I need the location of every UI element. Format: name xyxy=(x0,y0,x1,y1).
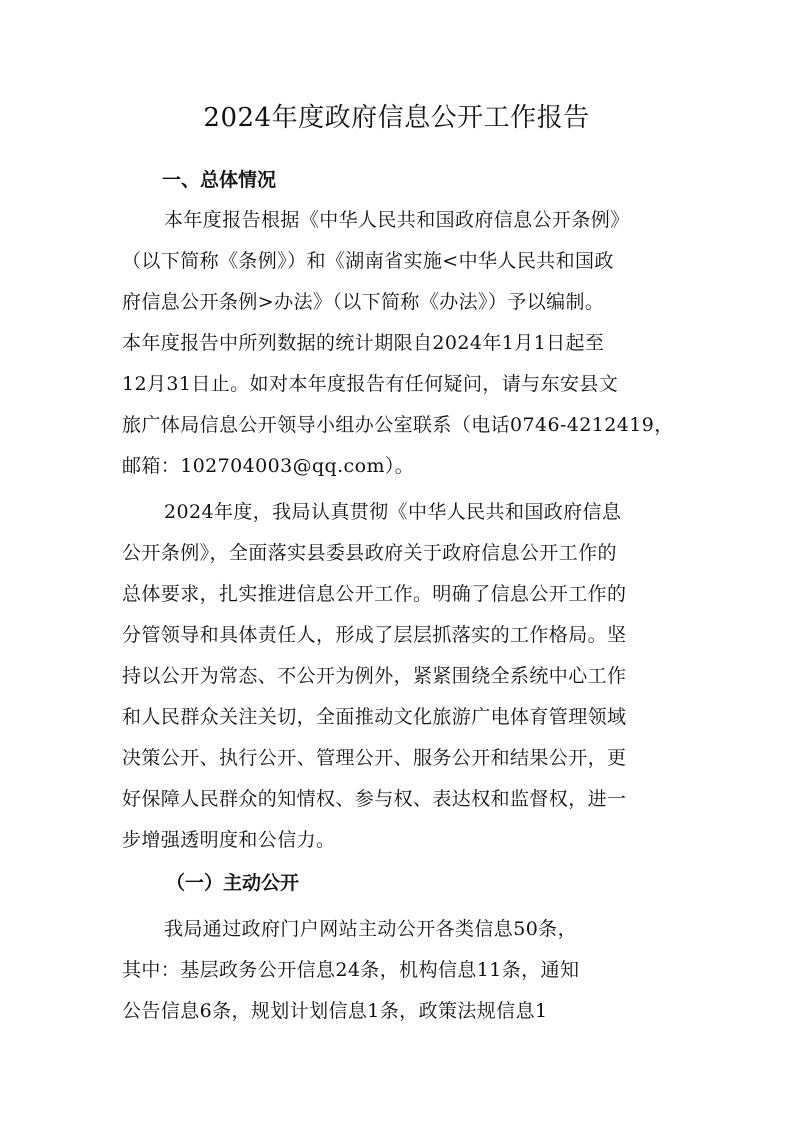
paragraph-line: 邮箱：102704003@qq.com）。 xyxy=(122,455,415,477)
section-heading-overview: 一、总体情况 xyxy=(162,169,277,191)
paragraph-proactive-disclosure xyxy=(122,909,682,1032)
paragraph-line: 2024年度，我局认真贯彻《中华人民共和国政府信息 xyxy=(164,501,622,523)
subsection-heading-proactive-disclosure: （一）主动公开 xyxy=(166,872,300,894)
paragraph-line: 和人民群众关注关切，全面推动文化旅游广电体育管理领域 xyxy=(122,706,627,728)
paragraph-line: （以下简称《条例》）和《湖南省实施<中华人民共和国政 xyxy=(122,250,614,272)
paragraph-line: 本年度报告中所列数据的统计期限自2024年1月1日起至 xyxy=(122,332,605,354)
paragraph-line: 决策公开、执行公开、管理公开、服务公开和结果公开，更 xyxy=(122,747,627,769)
paragraph-line: 府信息公开条例>办法》（以下简称《办法》）予以编制。 xyxy=(122,291,605,313)
paragraph-line: 公开条例》，全面落实县委县政府关于政府信息公开工作的 xyxy=(122,542,617,564)
paragraph-line: 公告信息6条，规划计划信息1条，政策法规信息1 xyxy=(122,1000,548,1022)
paragraph-line: 其中：基层政务公开信息24条，机构信息11条，通知 xyxy=(122,959,580,981)
paragraph-line: 好保障人民群众的知情权、参与权、表达权和监督权，进一 xyxy=(122,788,627,810)
paragraph-report-basis xyxy=(122,200,682,487)
paragraph-line: 总体要求，扎实推进信息公开工作。明确了信息公开工作的 xyxy=(122,583,627,605)
paragraph-line: 本年度报告根据《中华人民共和国政府信息公开条例》 xyxy=(164,209,630,231)
paragraph-line: 旅广体局信息公开领导小组办公室联系（电话0746-4212419， xyxy=(122,414,674,436)
paragraph-line: 12月31日止。如对本年度报告有任何疑问，请与东安县文 xyxy=(122,373,619,395)
paragraph-line: 我局通过政府门户网站主动公开各类信息50条， xyxy=(164,918,577,940)
paragraph-line: 分管领导和具体责任人，形成了层层抓落实的工作格局。坚 xyxy=(122,624,627,646)
paragraph-line: 持以公开为常态、不公开为例外，紧紧围绕全系统中心工作 xyxy=(122,665,627,687)
paragraph-work-summary xyxy=(122,492,682,861)
paragraph-line: 步增强透明度和公信力。 xyxy=(122,829,336,851)
report-title: 2024年度政府信息公开工作报告 xyxy=(203,103,590,133)
